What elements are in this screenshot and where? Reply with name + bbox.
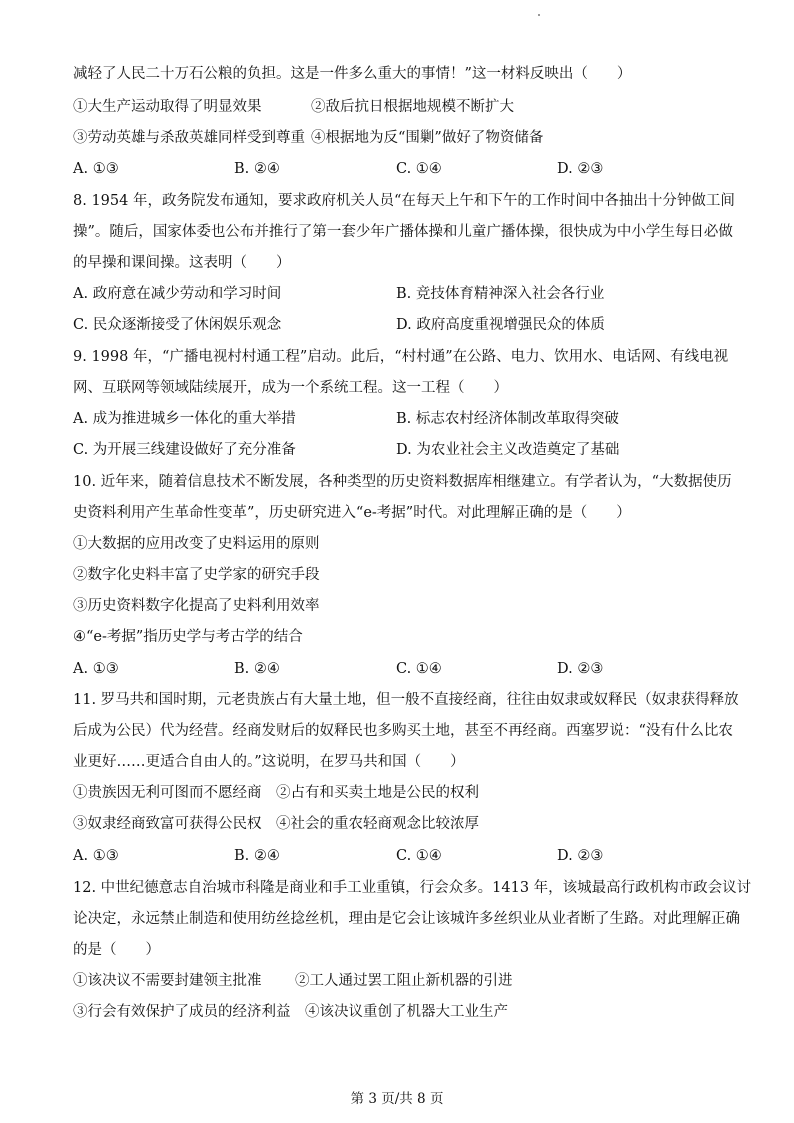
- q10-stem-line1: 10. 近年来，随着信息技术不断发展，各种类型的历史资料数据库相继建立。有学者认为，“大数据使历: [73, 474, 732, 490]
- q11-stem-line3: 业更好……更适合自由人的。”这说明，在罗马共和国（ ）: [73, 754, 465, 770]
- q12-stem-line2: 论决定，永远禁止制造和使用纺丝捻丝机，理由是它会让该城许多丝织业从业者断了生路。对此理解正确: [73, 911, 740, 927]
- q12-stem-line1: 12. 中世纪德意志自治城市科隆是商业和手工业重镇，行会众多。1413 年，该城最高行政机构市政会议讨: [73, 880, 752, 896]
- q7-option-a[interactable]: A. ①③: [73, 161, 119, 177]
- scan-dot: [538, 14, 540, 16]
- q11-statements-row1: ①贵族因无利可图而不愿经商 ②占有和买卖土地是公民的权利: [73, 785, 479, 801]
- q9-option-c[interactable]: C. 为开展三线建设做好了充分准备: [73, 442, 296, 458]
- q7-statement-3: ③劳动英雄与杀敌英雄同样受到尊重: [73, 130, 305, 146]
- q7-option-b[interactable]: B. ②④: [234, 161, 280, 177]
- q7-statement-1: ①大生产运动取得了明显效果: [73, 99, 262, 115]
- q9-stem-line1: 9. 1998 年，“广播电视村村通工程”启动。此后，“村村通”在公路、电力、饮用水、电话网、有线电视: [73, 349, 729, 365]
- q7-statement-2: ②敌后抗日根据地规模不断扩大: [311, 99, 514, 115]
- q10-option-b[interactable]: B. ②④: [234, 661, 280, 677]
- q10-stem-line2: 史资料利用产生革命性变革”，历史研究进入“e-考据”时代。对此理解正确的是（ ）: [73, 505, 631, 521]
- q11-statements-row2: ③奴隶经商致富可获得公民权 ④社会的重农轻商观念比较浓厚: [73, 816, 479, 832]
- q11-option-c[interactable]: C. ①④: [396, 848, 442, 864]
- q11-option-b[interactable]: B. ②④: [234, 848, 280, 864]
- q11-stem-line1: 11. 罗马共和国时期，元老贵族占有大量土地，但一般不直接经商，往往由奴隶或奴释民（奴隶获得释放: [73, 692, 739, 708]
- q9-options-row1: [73, 409, 619, 429]
- q9-option-b[interactable]: B. 标志农村经济体制改革取得突破: [396, 411, 619, 427]
- q10-option-a[interactable]: A. ①③: [73, 661, 119, 677]
- q8-option-b[interactable]: B. 竞技体育精神深入社会各行业: [396, 286, 605, 302]
- q10-option-c[interactable]: C. ①④: [396, 661, 442, 677]
- q7-option-d[interactable]: D. ②③: [557, 161, 604, 177]
- q7-statements-row1: [73, 97, 514, 117]
- q8-stem-line2: 操”。随后，国家体委也公布并推行了第一套少年广播体操和儿童广播体操，很快成为中小学生每日必做: [73, 224, 733, 240]
- q7-statement-4: ④根据地为反“围剿”做好了物资储备: [311, 130, 544, 146]
- q8-option-c[interactable]: C. 民众逐渐接受了休闲娱乐观念: [73, 317, 282, 333]
- q7-option-c[interactable]: C. ①④: [396, 161, 442, 177]
- q7-statements-row2: [73, 128, 544, 148]
- q7-stem-end: 减轻了人民二十万石公粮的负担。这是一件多么重大的事情！”这一材料反映出（ ）: [73, 66, 632, 82]
- q11-option-d[interactable]: D. ②③: [557, 848, 604, 864]
- q12-statement-1: ①该决议不需要封建领主批准: [73, 973, 262, 989]
- q8-stem-line1: 8. 1954 年，政务院发布通知，要求政府机关人员“在每天上午和下午的工作时间中各抽出十分钟做工间: [73, 193, 735, 209]
- q9-stem-line2: 网、互联网等领域陆续展开，成为一个系统工程。这一工程（ ）: [73, 380, 508, 396]
- q10-statement-2: ②数字化史料丰富了史学家的研究手段: [73, 567, 320, 583]
- q12-statements-row2: ③行会有效保护了成员的经济利益 ④该决议重创了机器大工业生产: [73, 1004, 508, 1020]
- q10-statement-3: ③历史资料数字化提高了史料利用效率: [73, 598, 320, 614]
- q10-option-d[interactable]: D. ②③: [557, 661, 604, 677]
- q11-stem-line2: 后成为公民）代为经营。经商发财后的奴释民也多购买土地，甚至不再经商。西塞罗说：“没有什么比农: [73, 723, 733, 739]
- q8-options-row2: [73, 315, 605, 335]
- q8-option-a[interactable]: A. 政府意在减少劳动和学习时间: [73, 286, 282, 302]
- q9-options-row2: [73, 440, 620, 460]
- q9-option-a[interactable]: A. 成为推进城乡一体化的重大举措: [73, 411, 296, 427]
- q11-option-a[interactable]: A. ①③: [73, 848, 119, 864]
- page-footer: 第 3 页/共 8 页: [350, 1091, 444, 1107]
- q12-statements-row1: [73, 971, 513, 991]
- q8-stem-line3: 的早操和课间操。这表明（ ）: [73, 255, 291, 271]
- q8-options-row1: [73, 284, 605, 304]
- q12-statement-2: ②工人通过罢工阻止新机器的引进: [295, 973, 513, 989]
- q9-option-d[interactable]: D. 为农业社会主义改造奠定了基础: [396, 442, 620, 458]
- q12-stem-line3: 的是（ ）: [73, 942, 160, 958]
- q10-statement-4: ④“e-考据”指历史学与考古学的结合: [73, 629, 303, 645]
- q8-option-d[interactable]: D. 政府高度重视增强民众的体质: [396, 317, 605, 333]
- q10-statement-1: ①大数据的应用改变了史料运用的原则: [73, 536, 320, 552]
